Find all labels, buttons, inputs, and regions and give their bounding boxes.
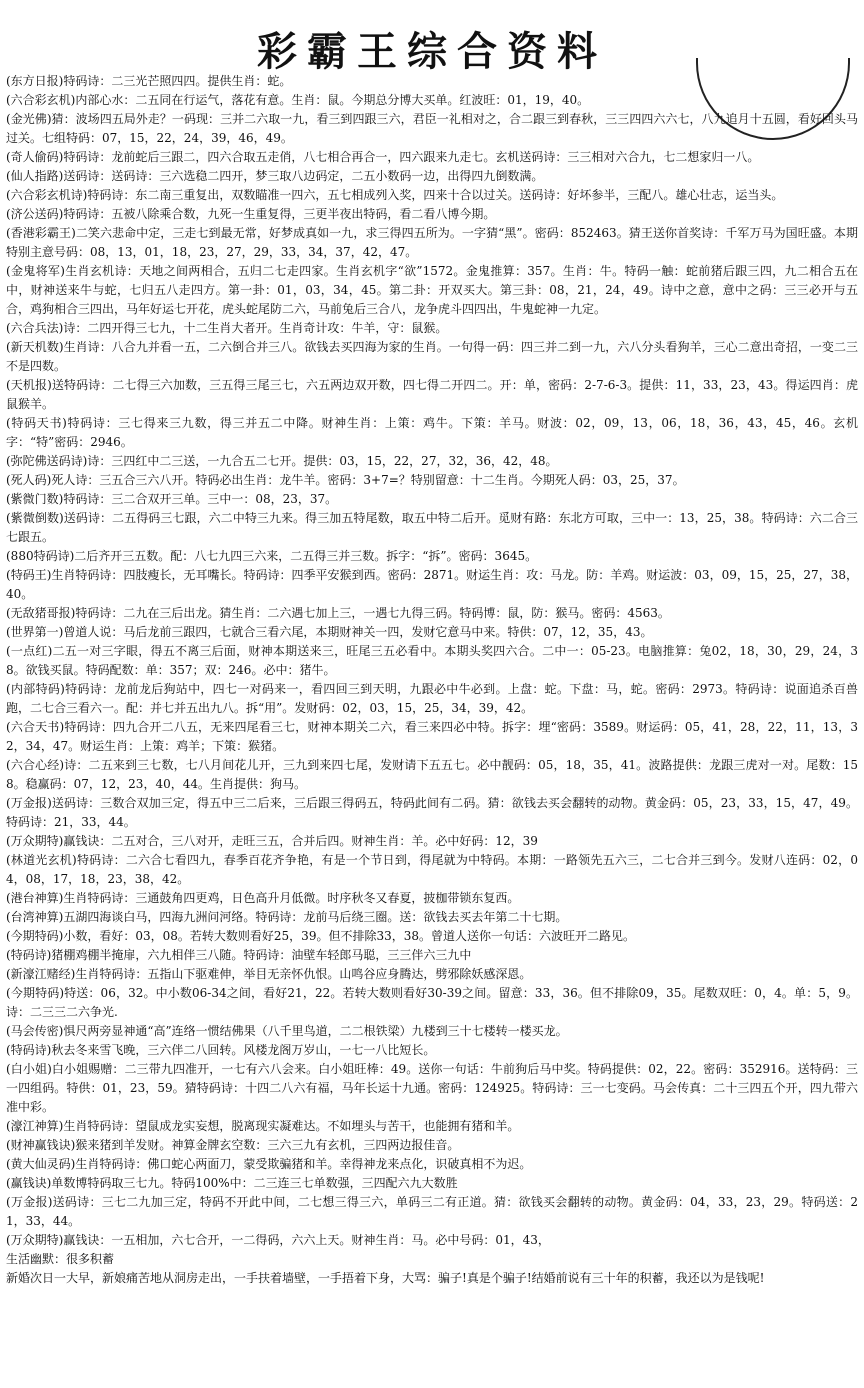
entry-source: (万众期特): [6, 834, 64, 848]
entry-text: 生肖玄机诗：天地之间两相合，五归二七走四家。生肖玄机字“欲”1572。金鬼推算：357。生肖：牛。特码一触：蛇前猪后跟三四，九二相合五在中，财神送来牛与蛇，七归五八走四方。第一卦：01，03，34，45。第二卦：开双买大。第三卦：08，21，24，49。诗中之意，意中之码：三三必开与五合，鸡狗相合三四出，马年好运七开花，虎头蛇尾防二六，马前兔后三合八，龙争虎斗四四出，牛鬼蛇神一九定。: [6, 264, 859, 316]
list-item: [6, 1022, 858, 1041]
entry-text: 诗：三四红中二三送，一九合五二七开。提供：03，15，22，27，32，36，42，48。: [87, 454, 558, 468]
entry-text: 五湖四海谈白马，四海九洲问河络。特码诗：龙前马后绕三圈。送：欲钱去买去年第二十七期。: [63, 910, 568, 924]
list-item: [6, 946, 858, 965]
entry-source: (天机报): [6, 378, 52, 392]
list-item: [6, 642, 858, 680]
entry-text: 生肖特码诗：望鼠成龙实妄想，脱离现实凝难达。不如埋头与苦干，也能拥有猪和羊。: [63, 1119, 520, 1133]
list-item: [6, 604, 858, 623]
entry-text: 内部心水：二五同在行运气，落花有意。生肖：鼠。今期总分博大买单。红波旺：01，19，40。: [75, 93, 590, 107]
list-item: [6, 72, 858, 91]
entry-text: 赢钱诀：一五相加，六七合开，一二得码，六六上天。财神生肖：马。必中号码：01，43，: [63, 1233, 550, 1247]
entry-source: (六合彩玄机): [6, 93, 76, 107]
entry-text: 单数博特码取三七九。特码100%中：二三连三七单数强，三四配六九大数胜: [51, 1176, 458, 1190]
entry-source: (新天机数): [6, 340, 64, 354]
entry-text: 特码诗：五被八除乘合数，九死一生重复得，三更半夜出特码，看二看八博今期。: [63, 207, 496, 221]
entry-text: 猜：波场四五局外走？一码现：三并二六取一九，看三到四跟三六，君臣一礼相对之，合二跟三到春秋，三三四四六六七，八九追月十五圆，看好回头马过关。七组特码：07，15，22，24，39，46，49。: [6, 112, 858, 145]
list-item: [6, 452, 858, 471]
list-item: [6, 224, 858, 262]
list-item: [6, 680, 858, 718]
entry-text: 特码诗：龙前蛇后三跟二，四六合取五走俏，八七相合再合一，四六跟来九走七。玄机送码诗：三三相对六合九，七二想家归一八。: [63, 150, 760, 164]
list-item: [6, 262, 858, 319]
list-item: [6, 167, 858, 186]
entry-text: 生肖特码诗：三通鼓角四更鸡，日色高升月低微。时序秋冬又春夏，披枷带锁东复西。: [63, 891, 520, 905]
list-item: [6, 91, 858, 110]
entry-text: 送码诗：三数合双加三定，得五中三二后来，三后跟三得码五，特码此间有二码。猜：欲钱去买会翻转的动物。黄金码：05，23，33，15，47，49。特码诗：21，33，44。: [6, 796, 858, 829]
list-item: [6, 110, 858, 148]
entry-source: (济公送码): [6, 207, 64, 221]
entry-source: (林道光玄机): [6, 853, 77, 867]
entry-text: 生肖特码诗：五指山下驱难伸，举目无亲怀仇恨。山鸣谷应身腾达，劈邪除妖感深恩。: [75, 967, 532, 981]
entry-source: (死人码): [6, 473, 52, 487]
entry-text: 赢钱诀：二五对合，三八对开，走旺三五，合并后四。财神生肖：羊。必中好码：12，39: [63, 834, 538, 848]
footer-joke: 新婚次日一大早，新娘痛苦地从洞房走出，一手扶着墙壁，一手捂着下身，大骂：骗子!真是个骗子!结婚前说有三十年的积蓄，我还以为是钱呢!: [6, 1271, 765, 1285]
entry-source: (六合天书): [6, 720, 65, 734]
list-item: [6, 566, 858, 604]
footer-label: 生活幽默：很多积蓄: [6, 1252, 115, 1266]
entry-text: 小数，看好：03，08。若转大数则看好25，39。但不排除33，38。曾道人送你一句话：六波旺开二路见。: [63, 929, 635, 943]
entry-source: (弥陀佛送码诗): [6, 454, 88, 468]
entry-source: (紫微门数): [6, 492, 64, 506]
entry-source: (东方日报): [6, 74, 64, 88]
entry-source: (白小姐): [6, 1062, 52, 1076]
entry-source: (世界第一): [6, 625, 64, 639]
entry-text: 特码诗：三七得来三九数，得三并五二中降。财神生肖：上策：鸡牛。下策：羊马。财波：02，09，13，06，18，36，43，45，46。玄机字：“特”密码：2946。: [6, 416, 858, 449]
entry-source: (香港彩霸王): [6, 226, 76, 240]
entry-source: (濠江神算): [6, 1119, 64, 1133]
list-item: [6, 1155, 858, 1174]
list-item: [6, 1136, 858, 1155]
entry-source: (六合心经): [6, 758, 65, 772]
entry-source: (金鬼将军): [6, 264, 65, 278]
entry-text: 特码诗：龙前龙后狗站中，四七一对码来一，看四回三到天明，九跟必中牛必到。上盘：蛇。下盘：马，蛇。密码：2973。特码诗：说面追杀百兽跑，二七合三看六一。配：并七并五出九八。拆“用”。发财码：02，03，15，25，34，39，42。: [6, 682, 858, 715]
list-item: [6, 205, 858, 224]
entry-source: (马会传密): [6, 1024, 64, 1038]
entry-text: 惧尺两旁显神通“高”连络一惯结佛果（八千里鸟道，二二根铁梁）九楼到三十七楼转一楼买龙。: [63, 1024, 568, 1038]
list-item: [6, 794, 858, 832]
list-item: [6, 965, 858, 984]
list-item: [6, 547, 858, 566]
entry-text: 二笑六悲命中定，三走七到最无常，好梦成真如一九，求三得四五所为。一字猜“黑”。密码：852463。猜王送你首奖诗：千军万马为国旺盛。本期特别主意号码：08，13，01，18，23，27，29，33，34，37，42，47。: [6, 226, 858, 259]
list-item: [6, 414, 858, 452]
list-item: [6, 1174, 858, 1193]
list-item: [6, 376, 858, 414]
entry-source: (特码天书): [6, 416, 67, 430]
entry-text: 特码诗：二六合七看四九，春季百花齐争艳，有是一个节日到，得尾就为中特码。本期：一路领先五六三，二七合并三到今。发财八连码：02，04，08，17，18，23，38，42。: [6, 853, 858, 886]
entry-source: (财神赢钱诀): [6, 1138, 76, 1152]
entry-text: 二后齐开三五数。配：八七九四三六来，二五得三并三数。拆字：“拆”。密码：3645。: [74, 549, 538, 563]
entry-source: (万金报): [6, 796, 52, 810]
entry-source: (台湾神算): [6, 910, 64, 924]
entry-source: (奇人偷码): [6, 150, 64, 164]
entry-text: 猪棚鸡棚半掩扉，六九相伴三八随。特码诗：油壁车轻郎马聪，三三伴六三九中: [51, 948, 472, 962]
entry-source: (一点红): [6, 644, 53, 658]
list-item: [6, 148, 858, 167]
list-item: [6, 927, 858, 946]
entry-source: (880特码诗): [6, 549, 75, 563]
list-item: [6, 338, 858, 376]
list-item: [6, 1231, 858, 1250]
list-item: [6, 1060, 858, 1117]
entry-source: (无敌猪哥报): [6, 606, 76, 620]
list-item: [6, 623, 858, 642]
entry-text: 送码诗：二五得码三七跟，六二中特三九来。得三加五特尾数，取五中特二后开。觅财有路：东北方可取，三中一：13，25，38。特码诗：六二合三七跟五。: [6, 511, 858, 544]
entry-text: 秋去冬来雪飞晚，三六伴二八回转。风楼龙阁万岁山，一七一八比短长。: [51, 1043, 436, 1057]
entry-source: (万众期特): [6, 1233, 64, 1247]
entry-source: (万金报): [6, 1195, 53, 1209]
entry-source: (特码王): [6, 568, 52, 582]
entries-list: [6, 72, 858, 1288]
list-item: [6, 509, 858, 547]
entry-text: 特码诗：四九合开二八五，无来四尾看三七，财神本期关二六，看三来四必中特。拆字：埋“密码：3589。财运码：05，41，28，22，11，13，32，34，47。财运生肖：上策：鸡羊；下策：猴猪。: [6, 720, 858, 753]
entry-text: 送码诗：三七二九加三定，特码不开此中间，二七想三得三六，单码三二有正道。猜：欲钱买会翻转的动物。黄金码：04，33，23，29。特码送：21，33，44。: [6, 1195, 858, 1228]
list-item: [6, 1193, 858, 1231]
list-item: [6, 851, 858, 889]
entry-text: 诗：二五来到三七数，七八月间花儿开，三九到来四七尾，发财请下五五七。必中靓码：05，18，35，41。波路提供：龙跟三虎对一对。尾数：158。稳赢码：07，12，23，40，44。生肖提供：狗马。: [6, 758, 858, 791]
entry-text: 曾道人说：马后龙前三跟四，七就合三看六尾，本期财神关一四，发财它意马中来。特供：07，12，35，43。: [63, 625, 653, 639]
entry-source: (今期特码): [6, 929, 64, 943]
list-item: [6, 908, 858, 927]
entry-text: 特送：06，32。中小数06-34之间，看好21，22。若转大数则看好30-39之间。留意：33，36。但不排除09，35。尾数双旺：0，4。单：5，9。诗：二三三二六争光.: [6, 986, 858, 1019]
entry-source: (特码诗): [6, 948, 52, 962]
entry-text: 特码诗：东二南三重复出，双数瞄准一四六，五七相成列入奖，四来十合以过关。送码诗：好坏参半，三配八。雄心壮志，运当头。: [87, 188, 784, 202]
list-item: [6, 490, 858, 509]
entry-text: 特码诗：二三光芒照四四。提供生肖：蛇。: [63, 74, 292, 88]
entry-text: 生肖特码诗：四肢瘦长，无耳嘴长。特码诗：四季平安猴到西。密码：2871。财运生肖：攻：马龙。防：羊鸡。财运波：03，09，15，25，27，38，40。: [6, 568, 858, 601]
entry-text: 猴来猪到羊发财。神算金牌玄空数：三六三九有玄机，三四两边报佳音。: [75, 1138, 460, 1152]
entry-source: (内部特码): [6, 682, 65, 696]
entry-text: 特码诗：三二合双开三单。三中一：08，23，37。: [63, 492, 338, 506]
page-title: 彩霸王综合资料: [257, 28, 607, 75]
entry-source: (港台神算): [6, 891, 64, 905]
entry-text: 白小姐赐赠：二三带九四准开，一七有六八会来。白小姐旺棒：49。送你一句话：牛前狗后马中奖。特码提供：02，22。密码：352916。送特码：三一四组码。特供：01，23，59。猜特码诗：十四二八六有福，马年长运十九通。密码：124925。特码诗：三一七变码。马会传真：二十三四五个开，四九带六准中彩。: [6, 1062, 859, 1114]
list-item: [6, 984, 858, 1022]
entry-source: (六合彩玄机诗): [6, 188, 88, 202]
entry-source: (六合兵法): [6, 321, 64, 335]
entry-text: 二五一对三字眼，得五不离三后面，财神本期送来三，旺尾三五必看中。本期头奖四六合。二中一：05-23。电脑推算：兔02，18，30，29，24，38。欲钱买鼠。特码配数：单：357；双：246。必中：猪牛。: [6, 644, 858, 677]
entry-source: (金光佛): [6, 112, 52, 126]
entry-source: (黄大仙灵码): [6, 1157, 76, 1171]
entry-source: (赢钱诀): [6, 1176, 52, 1190]
entry-text: 送特码诗：二七得三六加数，三五得三尾三七，六五两边双开数，四七得二开四二。开：单，密码：2-7-6-3。提供：11，33，23，43。得运四肖：虎鼠猴羊。: [6, 378, 858, 411]
entry-text: 生肖特码诗：佛口蛇心两面刀，蒙受欺骗猪和羊。幸得神龙来点化，识破真相不为迟。: [75, 1157, 532, 1171]
entry-text: 送码诗：送码诗：三六选稳二四开，梦三取八边码定，二五小数码一边，出得四九倒数满。: [63, 169, 544, 183]
list-item: [6, 1117, 858, 1136]
list-item: [6, 186, 858, 205]
list-item: [6, 889, 858, 908]
list-item: [6, 1041, 858, 1060]
header: [0, 0, 864, 75]
entry-text: 死人诗：三五合三六八开。特码必出生肖：龙牛羊。密码：3+7=？特别留意：十二生肖。今期死人码：03，25，37。: [51, 473, 685, 487]
entry-source: (特码诗): [6, 1043, 52, 1057]
entry-text: 诗：二四开得三七九，十二生肖大者开。生肖奇计攻：牛羊，守：鼠猴。: [63, 321, 448, 335]
entry-source: (紫微倒数): [6, 511, 64, 525]
entry-text: 特码诗：二九在三后出龙。猜生肖：二六遇七加上三，一遇七九得三码。特码博：鼠，防：猴马。密码：4563。: [75, 606, 670, 620]
entry-text: 生肖诗：八合九并看一五，二六倒合并三八。欲钱去买四海为家的生肖。一句得一码：四三并二到一九，六八分头看狗羊，三心二意出奇招，一变二三不是四数。: [6, 340, 858, 373]
entry-source: (今期特码): [6, 986, 65, 1000]
entry-source: (新濠江赌经): [6, 967, 76, 981]
list-item: [6, 756, 858, 794]
list-item: [6, 718, 858, 756]
entry-source: (仙人指路): [6, 169, 64, 183]
list-item: [6, 471, 858, 490]
list-item: [6, 832, 858, 851]
list-item: [6, 319, 858, 338]
